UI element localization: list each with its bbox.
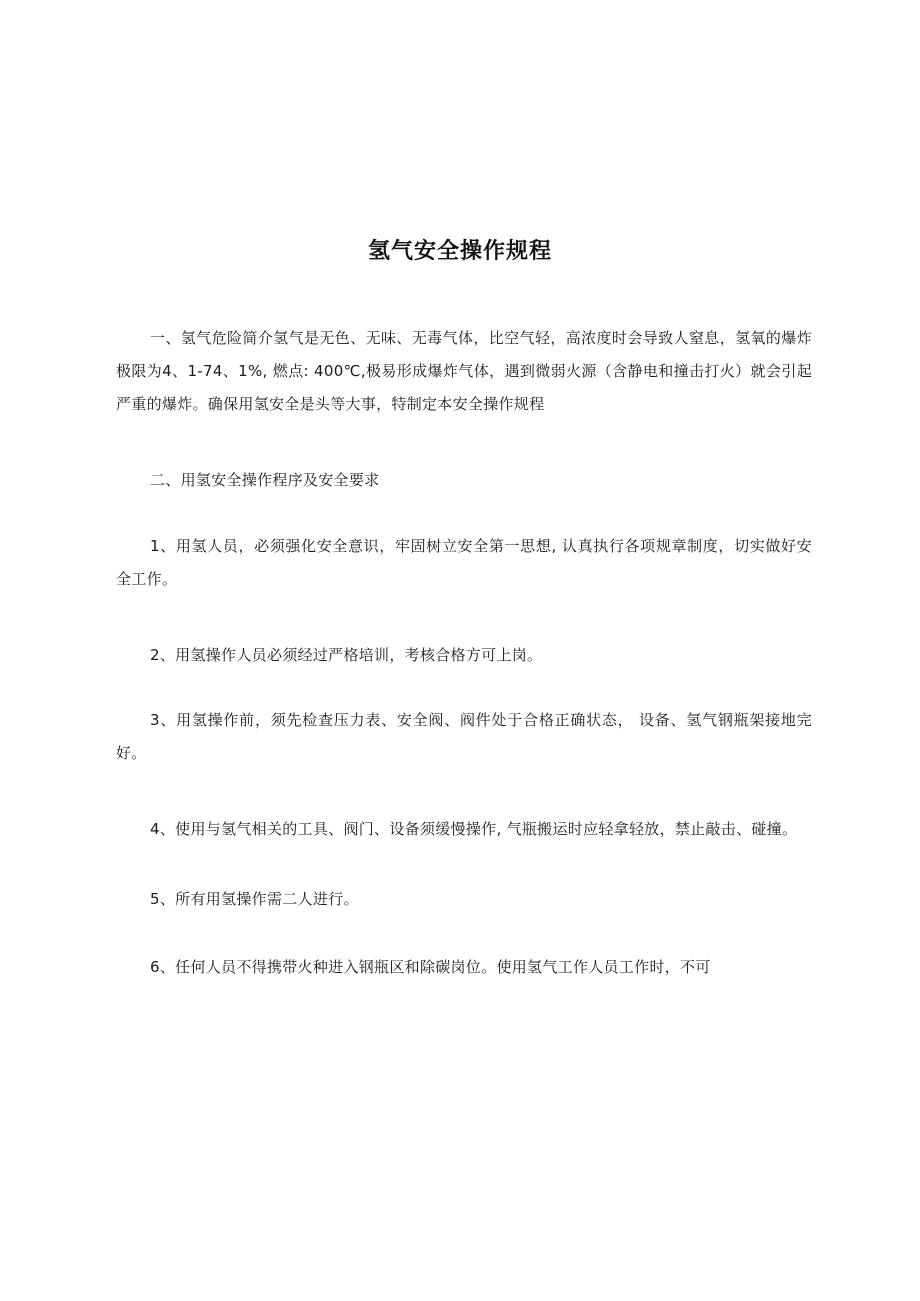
rule-item-3: 3、用氢操作前，须先检查压力表、安全阀、阀件处于合格正确状态， 设备、氢气钢瓶架接地完好。 (116, 711, 812, 762)
rule-item-6: 6、任何人员不得携带火种进入钢瓶区和除碳岗位。使用氢气工作人员工作时，不可 (150, 958, 711, 976)
rule-item-1: 1、用氢人员，必须强化安全意识，牢固树立安全第一思想, 认真执行各项规章制度，切实做好安全工作。 (116, 537, 812, 588)
section-heading-operating-procedure: 二、用氢安全操作程序及安全要求 (150, 471, 380, 489)
rule-item-2: 2、用氢操作人员必须经过严格培训，考核合格方可上岗。 (150, 646, 543, 664)
rule-item-5: 5、所有用氢操作需二人进行。 (150, 890, 359, 908)
paragraph-hazard-intro: 一、氢气危险简介氢气是无色、无味、无毒气体，比空气轻，高浓度时会导致人窒息，氢氧的爆炸极限为4、1-74、1%, 燃点: 400℃,极易形成爆炸气体，遇到微弱火源（含静电和撞击打火）就会引起严重的爆炸。确保用氢安全是头等大事，特制定本安全操作规程 (116, 329, 812, 413)
rule-item-4: 4、使用与氢气相关的工具、阀门、设备须缓慢操作, 气瓶搬运时应轻拿轻放，禁止敲击、碰撞。 (150, 820, 798, 838)
document-title: 氢气安全操作规程 (367, 239, 552, 264)
